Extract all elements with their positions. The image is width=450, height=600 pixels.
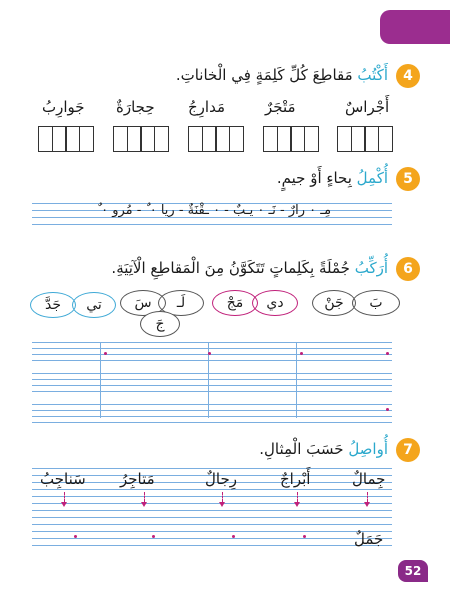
arrow-down-icon bbox=[219, 502, 225, 507]
ex4-boxes-1[interactable] bbox=[337, 126, 393, 152]
exercise-6-badge bbox=[396, 257, 420, 281]
syllable-oval: تي bbox=[72, 292, 116, 318]
exercise-6-instruction bbox=[111, 259, 388, 277]
guide-dot bbox=[152, 535, 155, 538]
syllable-oval: بَ bbox=[352, 290, 400, 316]
syllable-oval: دي bbox=[252, 290, 298, 316]
arrow-down-icon bbox=[141, 502, 147, 507]
ex4-boxes-4[interactable] bbox=[113, 126, 169, 152]
exercise-4-instruction bbox=[176, 66, 388, 84]
ex4-word-4: حِجارَةٌ bbox=[116, 98, 155, 116]
syllable-oval: مَجْ bbox=[212, 290, 258, 316]
syllable-oval: سَ bbox=[120, 290, 166, 316]
ex4-word-3: مَدارِجُ bbox=[188, 98, 226, 116]
syllable-oval: جَ bbox=[140, 311, 180, 337]
page-number: 52 bbox=[398, 560, 428, 582]
exercise-4-number: 4 bbox=[403, 68, 413, 84]
exercise-5-instruction bbox=[277, 169, 388, 187]
exercise-5-badge bbox=[396, 167, 420, 191]
arrow-down-icon bbox=[294, 502, 300, 507]
exercise-5-verb: أُكْمِلُ bbox=[356, 169, 388, 187]
exercise-7-instruction bbox=[259, 440, 388, 458]
ex4-word-1: أَجْراسٌ bbox=[345, 98, 390, 116]
ex6-writing-lines[interactable] bbox=[32, 342, 392, 423]
ex7-word-2: أَبْراجٌ bbox=[280, 470, 311, 488]
ex4-boxes-3[interactable] bbox=[188, 126, 244, 152]
ex4-word-5: جَوارِبُ bbox=[42, 98, 85, 116]
exercise-7-text: حَسَبَ الْمِثالِ. bbox=[259, 440, 344, 458]
exercise-5-number: 5 bbox=[403, 171, 413, 187]
ex4-boxes-2[interactable] bbox=[263, 126, 319, 152]
ex7-example-answer: جَمَلٌ bbox=[354, 530, 384, 548]
exercise-7-verb: أُواصِلُ bbox=[348, 440, 388, 458]
ex6-margin-line bbox=[296, 342, 297, 418]
guide-dot bbox=[232, 535, 235, 538]
arrow-line bbox=[64, 492, 65, 502]
arrow-down-icon bbox=[61, 502, 67, 507]
ex4-word-2: مَتْجَرٌ bbox=[265, 98, 296, 116]
ex4-boxes-5[interactable] bbox=[38, 126, 94, 152]
syllable-oval: جَنْ bbox=[312, 290, 356, 316]
guide-dot bbox=[386, 352, 389, 355]
guide-dot bbox=[208, 352, 211, 355]
exercise-6-number: 6 bbox=[403, 261, 413, 277]
arrow-line bbox=[367, 492, 368, 502]
exercise-4-text: مَقاطِعَ كُلِّ كَلِمَةٍ فِي الْخاناتِ. bbox=[175, 66, 353, 84]
exercise-6-verb: أُرَكِّبُ bbox=[354, 259, 388, 277]
arrow-line bbox=[297, 492, 298, 502]
ex7-word-3: رِجالٌ bbox=[205, 470, 237, 488]
guide-dot bbox=[104, 352, 107, 355]
exercise-4-badge bbox=[396, 64, 420, 88]
guide-dot bbox=[303, 535, 306, 538]
exercise-4-verb: أَكْتُبُ bbox=[357, 66, 388, 84]
ex6-margin-line bbox=[100, 342, 101, 418]
syllable-oval: لَـ bbox=[158, 290, 204, 316]
guide-dot bbox=[386, 408, 389, 411]
ex7-word-1: جِمالٌ bbox=[352, 470, 386, 488]
guide-dot bbox=[74, 535, 77, 538]
ex7-word-4: مَتاجِرُ bbox=[120, 470, 155, 488]
ex7-word-5: سَناجِبُ bbox=[40, 470, 86, 488]
arrow-down-icon bbox=[364, 502, 370, 507]
syllable-oval: جَدَّ bbox=[30, 292, 76, 318]
guide-dot bbox=[300, 352, 303, 355]
exercise-5-text: بِحاءٍ أَوْ جيمٍ. bbox=[276, 169, 352, 187]
ex5-sequence[interactable]: مِـ ٠ رارٌ - نَـ ٠ يـبٌ - ٠ ـقْنَةٌ - ريا ٠ ٌ - مُرو ٠ ٌ bbox=[96, 203, 332, 218]
exercise-7-number: 7 bbox=[403, 442, 413, 458]
header-tab bbox=[380, 10, 450, 44]
arrow-line bbox=[222, 492, 223, 502]
arrow-line bbox=[144, 492, 145, 502]
exercise-7-badge bbox=[396, 438, 420, 462]
exercise-6-text: جُمْلَةً بِكَلِماتٍ تَتَكَوَّنُ مِنَ الْمَقاطِعِ الْآتِيَةِ. bbox=[111, 259, 350, 277]
